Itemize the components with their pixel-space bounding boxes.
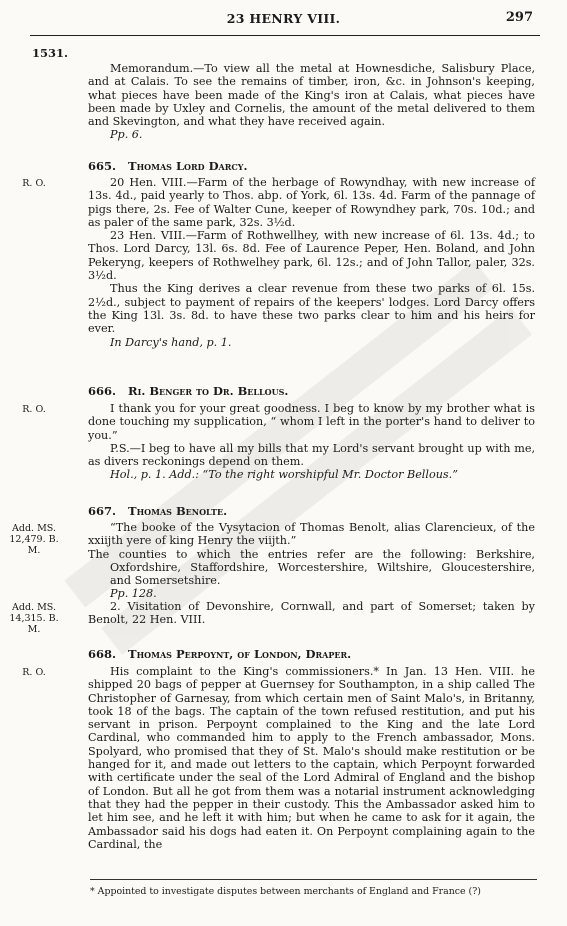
entry-668-heading <box>88 647 535 661</box>
entry-paragraph: His complaint to the King's commissioners.* In Jan. 13 Hen. VIII. he shipped 20 bags of pepper at Guernsey for Southampton, in a ship called The Christopher of Garnesay, from which certain men of Saint Malo's, in Britanny, took 18 of the bags. The captain of the town refused restitution, and put his servant in prison. Perpoynt complained to the King and the late Lord Cardinal, who commanded him to apply to the French ambassador, Mons. Spolyard, who promised that they of St. Malo's should make restitution or be hanged for it, and made out letters to the captain, which Perpoynt forwarded with certificate under the seal of the Lord Admiral of England and the bishop of London. But all he got from them was a notarial instrument acknowledging that they had the pepper in their custody. This the Ambassador asked him to let him see, and he left it with him; but when he came to ask for it again, the Ambassador said his dogs had eaten it. On Perpoynt complaining again to the Cardinal, the <box>88 665 535 851</box>
entry-667-heading <box>88 504 535 518</box>
entry-number: 665. <box>88 159 117 173</box>
entry-number: 667. <box>88 504 117 518</box>
entry-title: Thomas Lord Darcy. <box>128 159 248 173</box>
entry-paragraph: I thank you for your great goodness. I beg to know by my brother what is done touching my supplication, “ whom I left in the porter's hand to deliver to you.” <box>88 402 535 442</box>
year-marker: 1531. <box>32 46 69 60</box>
entry-paragraph: 20 Hen. VIII.—Farm of the herbage of Rowyndhay, with new increase of 13s. 4d., paid yearly to Thos. abp. of York, 6l. 13s. 4d. Farm of the pannage of pigs there, 2s. Fee of Walter Cune, keeper of Rowyndhey park, 70s. 10d.; and as paler of the same park, 32s. 3½d. <box>88 176 535 229</box>
entry-667-sub-margin: Add. MS. 14,315. B. M. <box>9 602 59 635</box>
memorandum-text: Memorandum.—To view all the metal at Hownesdiche, Salisbury Place, and at Calais. To see the remains of timber, iron, &c. in Johnson's keeping, what pieces have been made of the King's iron at Calais, what pieces have been made by Uxley and Cornelis, the amount of the metal delivered to them and Skevington, and what they have received again. <box>88 62 535 129</box>
memorandum-block <box>88 62 535 142</box>
entry-title: Ri. Benger to Dr. Bellous. <box>128 384 289 398</box>
entry-source: Pp. 128. <box>110 587 157 601</box>
entry-number: 666. <box>88 384 117 398</box>
entry-666-margin: R. O. <box>22 404 46 415</box>
entry-paragraph: Thus the King derives a clear revenue from these two parks of 6l. 15s. 2½d., subject to payment of repairs of the keepers' lodges. Lord Darcy offers the King 13l. 3s. 8d. to have these two parks clear to him and his heirs for ever. <box>88 282 535 336</box>
running-header <box>0 10 567 30</box>
entry-title: Thomas Perpoynt, of London, Draper. <box>128 647 352 661</box>
entry-number: 668. <box>88 647 117 661</box>
entry-665-margin: R. O. <box>22 178 46 189</box>
entry-paragraph: “The booke of the Vysytacion of Thomas Benolt, alias Clarencieux, of the xxiijth yere of king Henry the viijth.” <box>88 521 535 548</box>
memorandum-source: Pp. 6. <box>110 128 143 142</box>
entry-paragraph: 23 Hen. VIII.—Farm of Rothwellhey, with new increase of 6l. 13s. 4d.; to Thos. Lord Darcy, 13l. 6s. 8d. Fee of Laurence Peper, Hen. Boland, and John Pekeryng, keepers of Rothwelhey park, 6l. 12s.; and of John Tallor, paler, 32s. 3½d. <box>88 229 535 283</box>
entry-title: Thomas Benolte. <box>128 504 228 518</box>
entry-paragraph: The counties to which the entries refer are the following: Berkshire, Oxfordshire, Staffordshire, Worcestershire, Wiltshire, Gloucestershire, and Somersetshire. <box>88 547 535 588</box>
entry-668-margin: R. O. <box>22 667 46 678</box>
entry-665-heading <box>88 159 535 173</box>
entry-665-body <box>88 176 535 349</box>
page-number: 297 <box>505 10 533 25</box>
entry-667-margin: Add. MS. 12,479. B. M. <box>9 523 59 556</box>
entry-668-body <box>88 665 535 851</box>
running-title: 23 HENRY VIII. <box>226 11 341 26</box>
header-rule <box>30 35 540 36</box>
entry-paragraph: 2. Visitation of Devonshire, Cornwall, and part of Somerset; taken by Benolt, 22 Hen. VIII. <box>88 600 535 627</box>
entry-666-heading <box>88 384 535 398</box>
entry-paragraph: P.S.—I beg to have all my bills that my Lord's servant brought up with me, as divers reckonings depend on them. <box>88 441 535 469</box>
entry-666-body <box>88 402 535 482</box>
entry-source: In Darcy's hand, p. 1. <box>110 335 232 349</box>
footnote-rule <box>90 879 537 880</box>
entry-source: Hol., p. 1. Add.: “To the right worshipful Mr. Doctor Bellous.” <box>110 468 458 482</box>
footnote: * Appointed to investigate disputes between merchants of England and France (?) <box>90 886 481 897</box>
entry-667-sub-body <box>88 600 535 627</box>
entry-667-body <box>88 521 535 601</box>
